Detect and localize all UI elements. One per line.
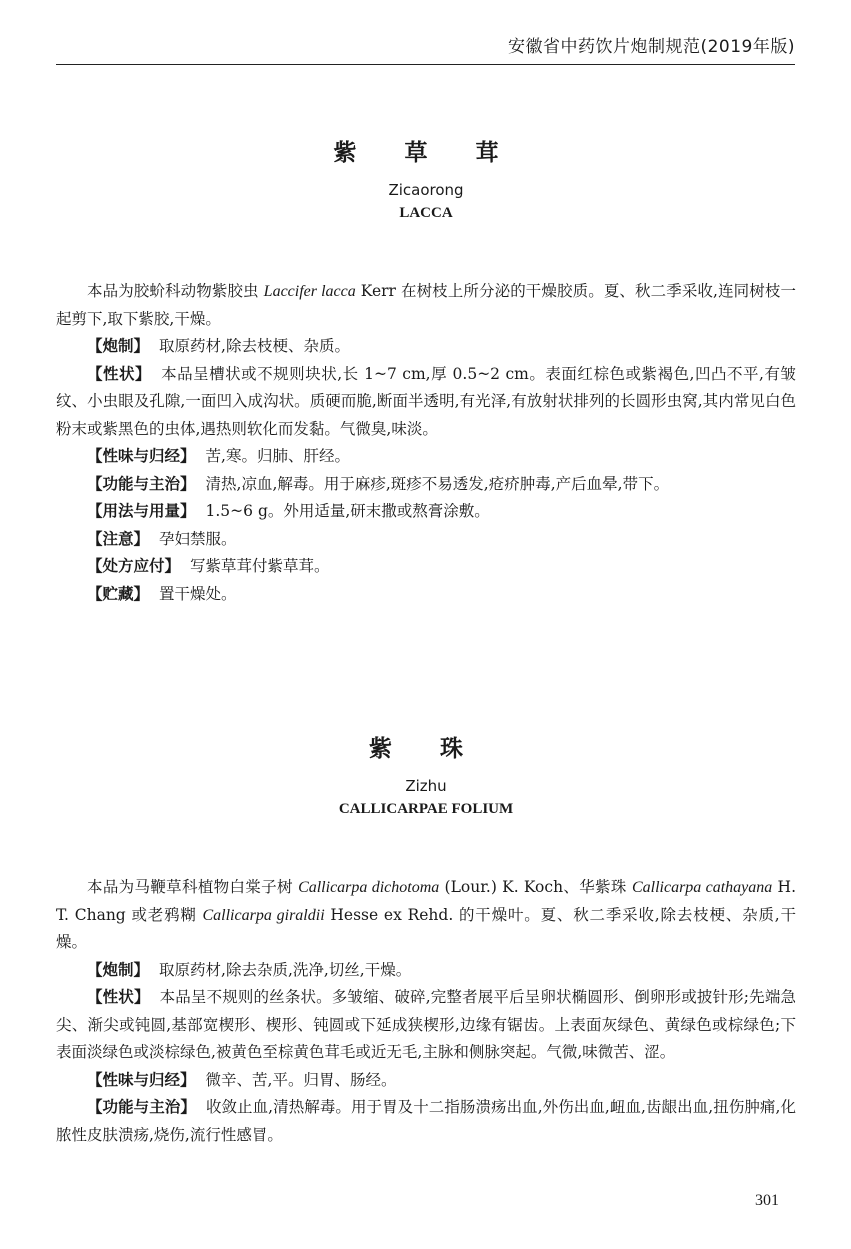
intro-paragraph: 本品为胶蚧科动物紫胶虫 Laccifer lacca Kerr 在树枝上所分泌的干燥胶质。夏、秋二季采收,连同树枝一起剪下,取下紫胶,干燥。 [56,282,796,328]
section-label: 【贮藏】 [87,584,150,603]
section-processing: 【炮制】 取原药材,除去杂质,洗净,切丝,干燥。 [87,960,412,979]
section-label: 【功能与主治】 [87,1098,196,1116]
section-dosage: 【用法与用量】 1.5~6 g。外用适量,研末撒或熬膏涂敷。 [87,502,490,520]
section-caution: 【注意】 孕妇禁服。 [87,529,237,548]
entry-zicaorong [56,134,796,608]
section-storage: 【贮藏】 置干燥处。 [87,584,237,603]
entry-latin-name: CALLICARPAE FOLIUM [338,801,514,817]
section-label: 【性味与归经】 [87,447,196,465]
section-function: 【功能与主治】 收敛止血,清热解毒。用于胃及十二指肠溃疡出血,外伤出血,衄血,齿龈出血,扭伤肿痛,化脓性皮肤溃疡,烧伤,流行性感冒。 [56,1098,796,1144]
page-number: 301 [755,1192,779,1209]
latin-species: Callicarpa cathayana [631,879,773,896]
latin-species: Callicarpa dichotoma [298,879,440,896]
latin-species: Callicarpa giraldii [202,906,325,924]
entry-title: 紫 草 茸 [333,140,519,166]
header-title: 安徽省中药饮片炮制规范(2019年版) [507,37,795,57]
entry-pinyin: Zizhu [405,777,447,795]
section-description: 【性状】 本品呈不规则的丝条状。多皱缩、破碎,完整者展平后呈卵状椭圆形、倒卵形或披针形;先端急尖、渐尖或钝圆,基部宽楔形、楔形、钝圆或下延成狭楔形,边缘有锯齿。上表面灰绿色、黄绿色或棕绿色;下表面淡绿色或淡棕绿色,被黄色至棕黄色茸毛或近无毛,主脉和侧脉突起。气微,味微苦、涩。 [56,988,796,1061]
running-header [56,30,795,65]
section-function: 【功能与主治】 清热,凉血,解毒。用于麻疹,斑疹不易透发,疮疥肿毒,产后血晕,带下。 [87,474,670,493]
entry-zizhu [56,730,796,1149]
section-label: 【处方应付】 [87,557,181,575]
section-processing: 【炮制】 取原药材,除去枝梗、杂质。 [87,337,350,355]
section-nature-meridian: 【性味与归经】 苦,寒。归肺、肝经。 [87,447,350,465]
entry-title: 紫 珠 [368,736,483,762]
section-label: 【用法与用量】 [87,502,196,520]
section-label: 【性状】 [87,364,152,383]
section-label: 【性状】 [87,988,150,1006]
section-label: 【性味与归经】 [87,1070,196,1089]
latin-species: Laccifer lacca [263,283,356,300]
section-label: 【炮制】 [87,960,150,979]
entry-latin-name: LACCA [399,205,453,221]
section-label: 【注意】 [87,529,150,548]
section-prescription: 【处方应付】 写紫草茸付紫草茸。 [87,557,330,575]
section-nature-meridian: 【性味与归经】 微辛、苦,平。归胃、肠经。 [87,1070,397,1089]
intro-paragraph: 本品为马鞭草科植物白棠子树 Callicarpa dichotoma (Lour.) K. Koch、华紫珠 Callicarpa cathayana H. T. Chang 或老鸦糊 Callicarpa giraldii Hesse ex Rehd. 的干燥叶。夏、秋二季采收,除去枝梗、杂质,干燥。 [56,878,796,951]
section-description: 【性状】 本品呈槽状或不规则块状,长 1~7 cm,厚 0.5~2 cm。表面红棕色或紫褐色,凹凸不平,有皱纹、小虫眼及孔隙,一面凹入成沟状。质硬而脆,断面半透明,有光泽,有放射状排列的长圆形虫窝,其内常见白色粉末或紫黑色的虫体,遇热则软化而发黏。气微臭,味淡。 [56,364,796,438]
section-label: 【炮制】 [87,337,150,355]
entry-pinyin: Zicaorong [388,181,464,199]
section-label: 【功能与主治】 [87,474,196,493]
